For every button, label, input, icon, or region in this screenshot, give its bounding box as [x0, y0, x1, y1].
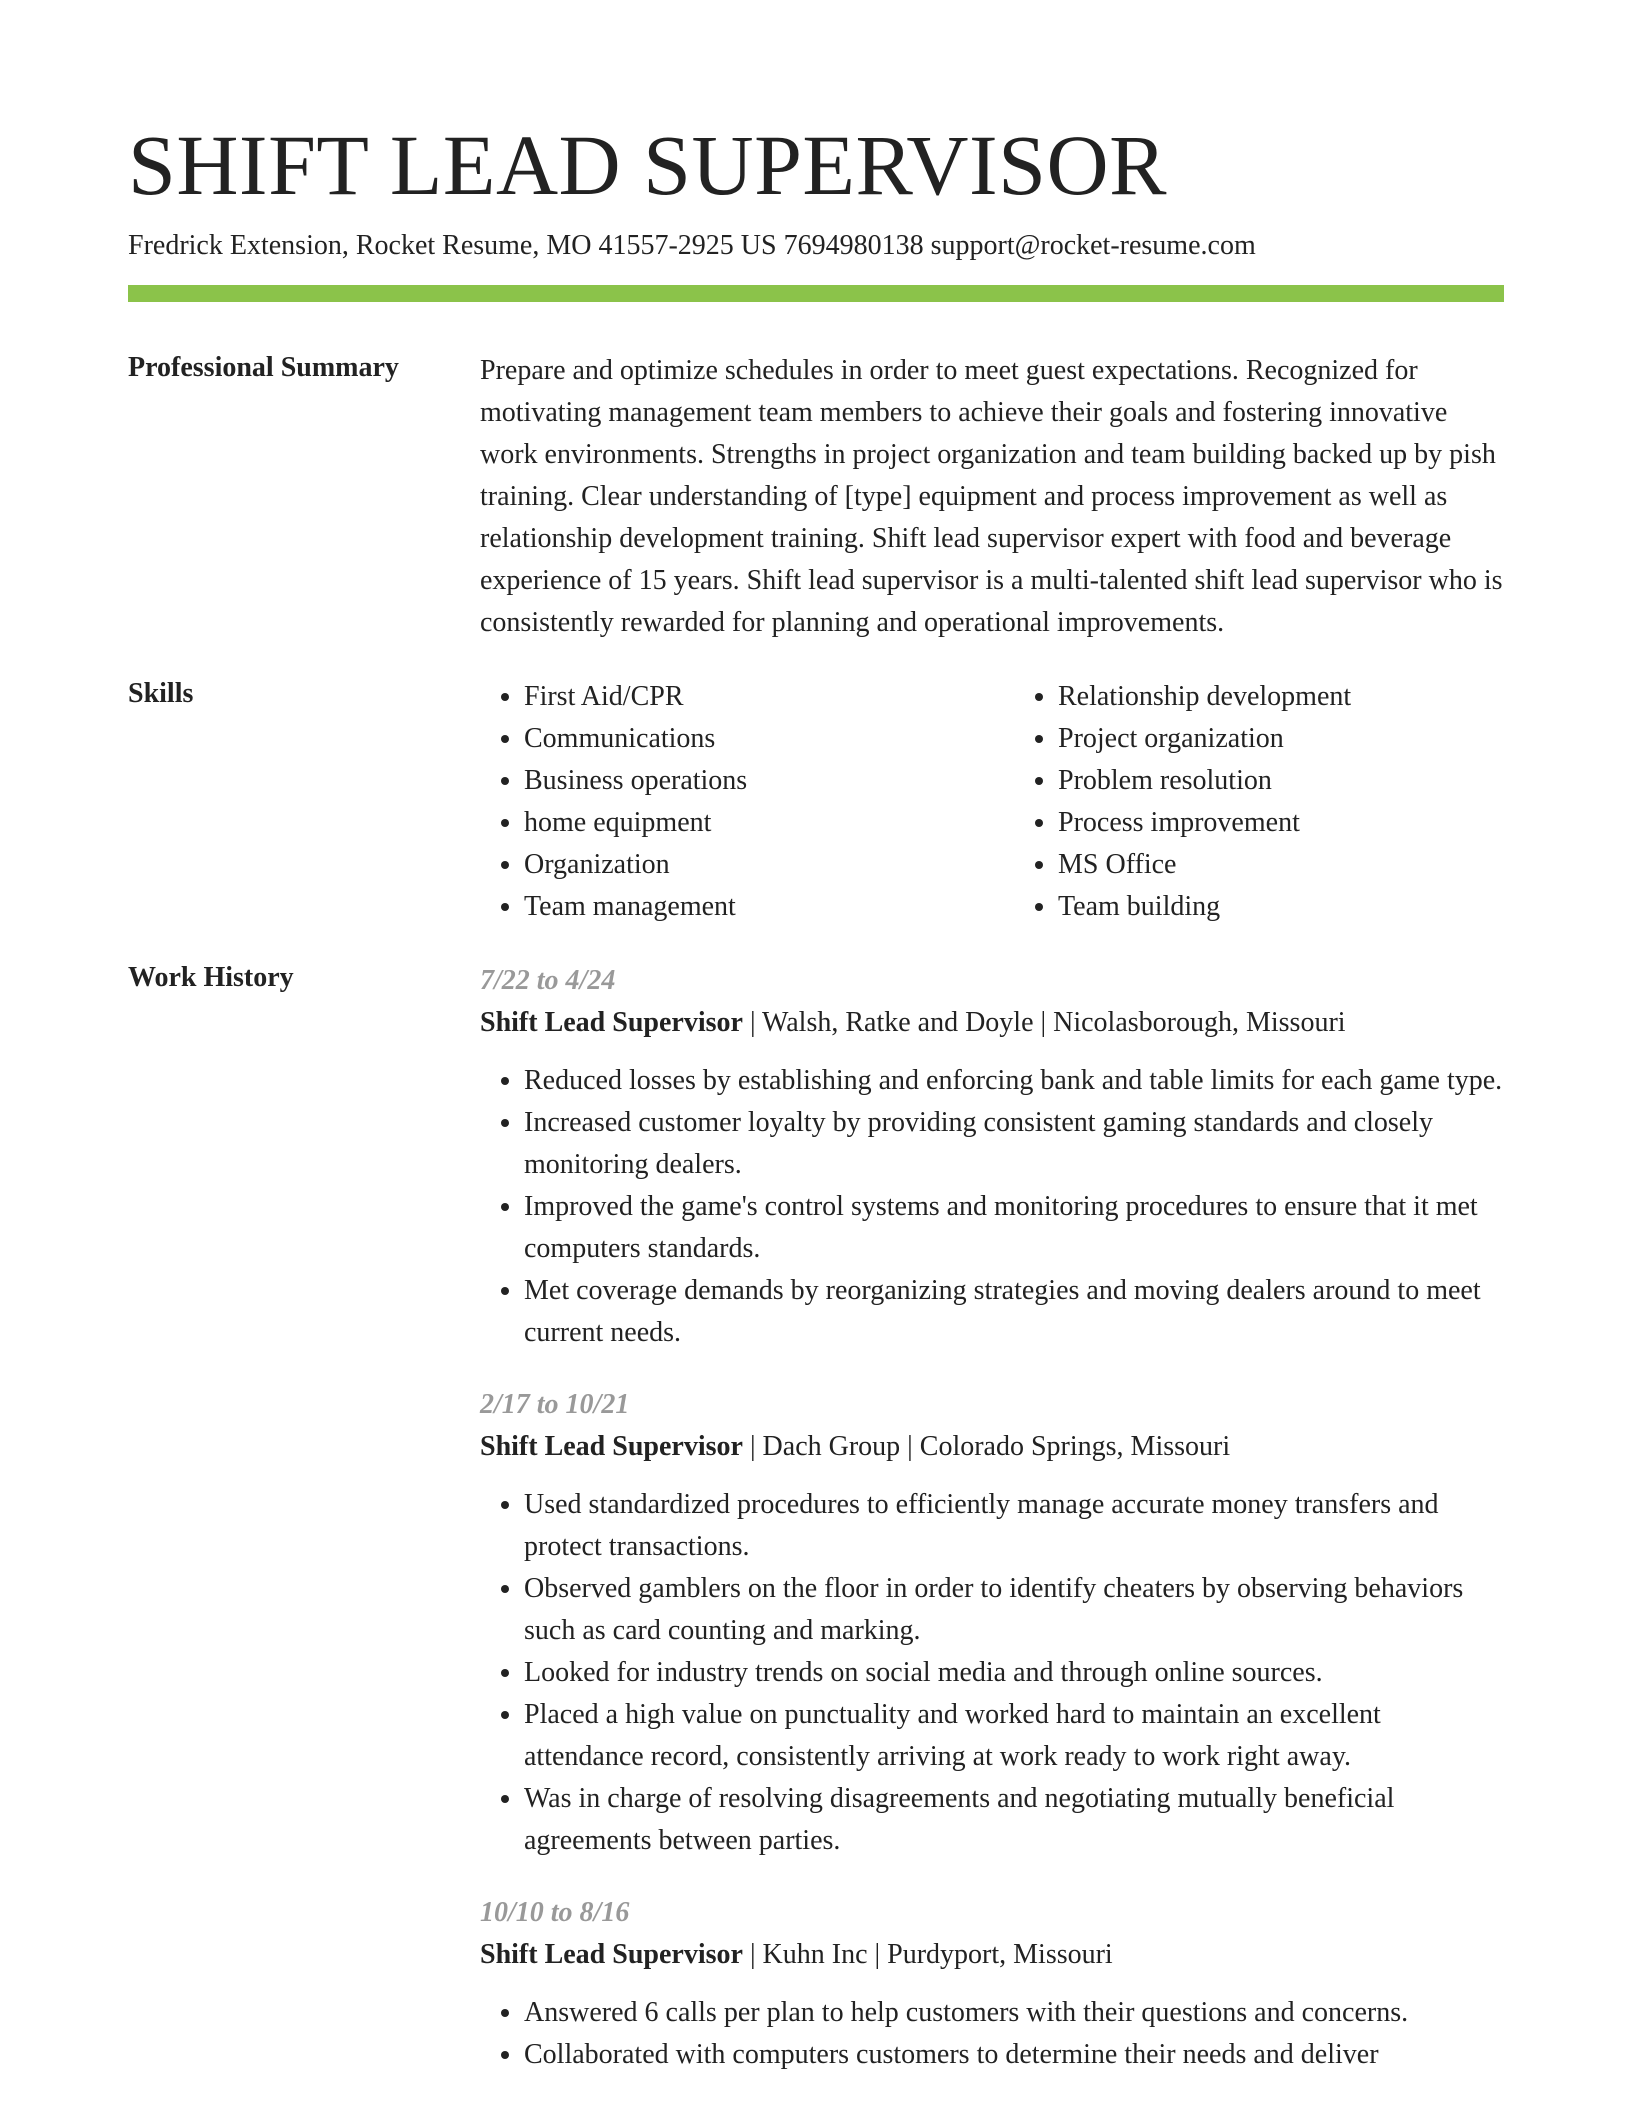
job-bullets [480, 1060, 1504, 1354]
job-title: Shift Lead Supervisor [480, 1431, 743, 1462]
summary-text: Prepare and optimize schedules in order to meet guest expectations. Recognized for motivating management team members to achieve their goals and fostering innovative work environments. Strengths in project organization and team building backed up by pish training. Clear understanding of [type] equipment and process improvement as well as relationship development training. Shift lead supervisor expert with food and beverage experience of 15 years. Shift lead supervisor is a multi-talented shift lead supervisor who is consistently rewarded for planning and operational improvements. [480, 355, 1503, 638]
skill-item: • First Aid/CPR [524, 676, 970, 718]
job-bullet: • Increased customer loyalty by providing consistent gaming standards and closely monitoring dealers. [524, 1102, 1504, 1186]
job-location: Nicolasborough, Missouri [1053, 1007, 1346, 1038]
job-entry [480, 960, 1504, 1354]
skill-item: • MS Office [1058, 844, 1504, 886]
job-company: Kuhn Inc [762, 1939, 868, 1970]
summary-section [480, 350, 1504, 644]
skills-list-right [1014, 676, 1504, 928]
work-history-heading: Work History [128, 962, 294, 993]
resume-name: SHIFT LEAD SUPERVISOR [128, 117, 1167, 213]
work-history-section [480, 960, 1504, 2106]
skills-heading: Skills [128, 678, 194, 709]
job-separator: | [900, 1431, 920, 1462]
job-bullets [480, 1484, 1504, 1862]
job-bullet: • Used standardized procedures to efficiently manage accurate money transfers and protect transactions. [524, 1484, 1504, 1568]
job-dates: 7/22 to 4/24 [480, 965, 616, 996]
job-bullet: • Looked for industry trends on social media and through online sources. [524, 1652, 1504, 1694]
skill-item: • Communications [524, 718, 970, 760]
skills-section [480, 676, 1504, 928]
skill-item: • Project organization [1058, 718, 1504, 760]
job-separator: | [1033, 1007, 1054, 1038]
skill-item: • Team building [1058, 886, 1504, 928]
job-heading [480, 1426, 1504, 1468]
job-bullet: • Observed gamblers on the floor in order to identify cheaters by observing behaviors such as card counting and marking. [524, 1568, 1504, 1652]
job-separator: | [742, 1007, 763, 1038]
header-divider [128, 285, 1504, 302]
job-bullet: • Answered 6 calls per plan to help customers with their questions and concerns. [524, 1992, 1504, 2034]
contact-line: Fredrick Extension, Rocket Resume, MO 41557-2925 US 7694980138 support@rocket-resume.com [128, 230, 1256, 261]
job-bullet: • Was in charge of resolving disagreements and negotiating mutually beneficial agreements between parties. [524, 1778, 1504, 1862]
skill-item: • Relationship development [1058, 676, 1504, 718]
job-bullet: • Placed a high value on punctuality and worked hard to maintain an excellent attendance record, consistently arriving at work ready to work right away. [524, 1694, 1504, 1778]
job-separator: | [867, 1939, 888, 1970]
job-bullet: • Met coverage demands by reorganizing strategies and moving dealers around to meet current needs. [524, 1270, 1504, 1354]
skill-item: • Business operations [524, 760, 970, 802]
skill-item: • Problem resolution [1058, 760, 1504, 802]
job-separator: | [742, 1431, 763, 1462]
job-bullets [480, 1992, 1504, 2076]
skill-item: • home equipment [524, 802, 970, 844]
job-heading [480, 1934, 1504, 1976]
job-location: Colorado Springs, Missouri [919, 1431, 1231, 1462]
job-title: Shift Lead Supervisor [480, 1007, 743, 1038]
job-entry [480, 1384, 1504, 1862]
job-title: Shift Lead Supervisor [480, 1939, 743, 1970]
summary-heading: Professional Summary [128, 352, 399, 383]
job-bullet: • Collaborated with computers customers to determine their needs and deliver [524, 2034, 1504, 2076]
job-bullet: • Improved the game's control systems and monitoring procedures to ensure that it met computers standards. [524, 1186, 1504, 1270]
job-entry [480, 1892, 1504, 2076]
job-company: Dach Group [762, 1431, 901, 1462]
skill-item: • Team management [524, 886, 970, 928]
job-separator: | [742, 1939, 763, 1970]
job-dates: 10/10 to 8/16 [480, 1897, 630, 1928]
job-bullet: • Reduced losses by establishing and enforcing bank and table limits for each game type. [524, 1060, 1504, 1102]
job-heading [480, 1002, 1504, 1044]
skill-item: • Process improvement [1058, 802, 1504, 844]
skills-list-left [480, 676, 970, 928]
job-dates: 2/17 to 10/21 [480, 1389, 630, 1420]
skill-item: • Organization [524, 844, 970, 886]
job-company: Walsh, Ratke and Doyle [762, 1007, 1034, 1038]
job-location: Purdyport, Missouri [887, 1939, 1113, 1970]
